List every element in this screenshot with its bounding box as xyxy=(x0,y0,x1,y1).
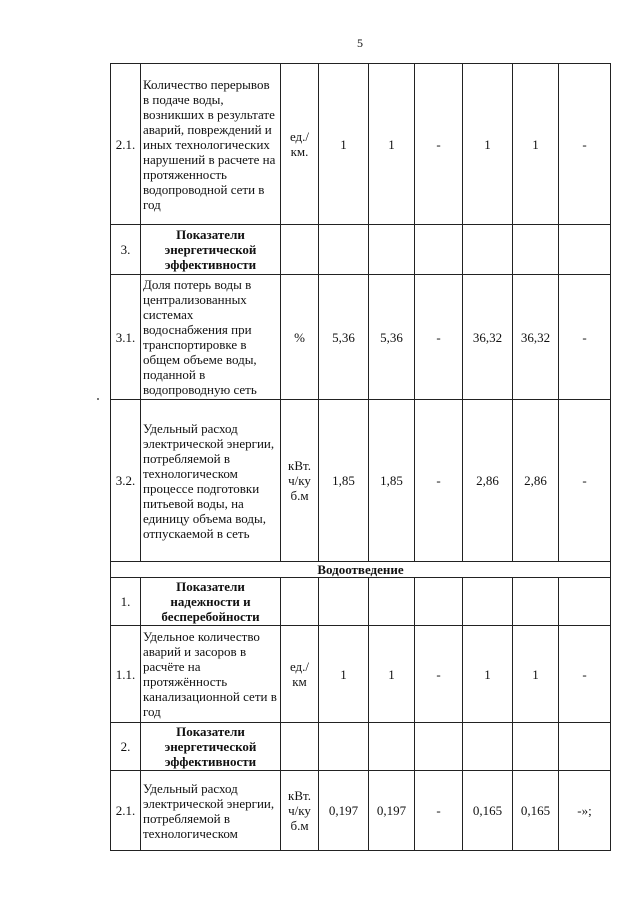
row-number: 3. xyxy=(111,225,141,275)
value-cell: 1 xyxy=(513,64,559,225)
value-cell: - xyxy=(559,275,611,400)
indicator-name: Удельный расход электрической энергии, потребляемой в технологическом процессе подготовки питьевой воды, на единицу объема воды, отпускаемой в сеть xyxy=(141,400,281,562)
group-title: Показатели энергетической эффективности xyxy=(141,225,281,275)
table-row xyxy=(111,626,611,723)
scan-speck xyxy=(97,398,99,400)
value-cell: 1 xyxy=(319,626,369,723)
indicator-name: Доля потерь воды в централизованных системах водоснабжения при транспортировке в общем объеме воды, поданной в водопроводную сеть xyxy=(141,275,281,400)
value-cell: 36,32 xyxy=(463,275,513,400)
unit-cell: % xyxy=(281,275,319,400)
section-row xyxy=(111,562,611,578)
value-cell: - xyxy=(415,64,463,225)
group-header-row xyxy=(111,723,611,771)
row-number: 2.1. xyxy=(111,771,141,851)
row-number: 2. xyxy=(111,723,141,771)
value-cell: 1 xyxy=(369,64,415,225)
group-title: Показатели энергетической эффективности xyxy=(141,723,281,771)
value-cell: 1 xyxy=(463,64,513,225)
unit-cell: ед./ км. xyxy=(281,64,319,225)
value-cell: -»; xyxy=(559,771,611,851)
value-cell: - xyxy=(559,626,611,723)
value-cell: - xyxy=(415,400,463,562)
row-number: 1. xyxy=(111,578,141,626)
indicator-name: Удельное количество аварий и засоров в расчёте на протяжённость канализационной сети в год xyxy=(141,626,281,723)
table-row xyxy=(111,64,611,225)
section-title: Водоотведение xyxy=(111,562,611,578)
value-cell: 5,36 xyxy=(369,275,415,400)
unit-cell: кВт. ч/ку б.м xyxy=(281,400,319,562)
table-row xyxy=(111,400,611,562)
value-cell: 1 xyxy=(463,626,513,723)
value-cell: - xyxy=(559,400,611,562)
value-cell: - xyxy=(559,64,611,225)
value-cell: - xyxy=(415,275,463,400)
indicators-table xyxy=(110,63,611,851)
value-cell: 0,165 xyxy=(463,771,513,851)
value-cell: 2,86 xyxy=(513,400,559,562)
page-number: 5 xyxy=(357,36,363,50)
value-cell: 36,32 xyxy=(513,275,559,400)
value-cell: 0,197 xyxy=(319,771,369,851)
table-row xyxy=(111,771,611,851)
value-cell: 1 xyxy=(369,626,415,723)
unit-cell: кВт. ч/ку б.м xyxy=(281,771,319,851)
value-cell: 1 xyxy=(513,626,559,723)
row-number: 3.1. xyxy=(111,275,141,400)
value-cell: - xyxy=(415,771,463,851)
indicator-name: Количество перерывов в подаче воды, возникших в результате аварий, повреждений и иных технологических нарушений в расчете на протяженность водопроводной сети в год xyxy=(141,64,281,225)
value-cell: 1 xyxy=(319,64,369,225)
row-number: 2.1. xyxy=(111,64,141,225)
unit-cell: ед./ км xyxy=(281,626,319,723)
value-cell: 0,165 xyxy=(513,771,559,851)
row-number: 3.2. xyxy=(111,400,141,562)
value-cell: 0,197 xyxy=(369,771,415,851)
indicator-name: Удельный расход электрической энергии, потребляемой в технологическом xyxy=(141,771,281,851)
row-number: 1.1. xyxy=(111,626,141,723)
value-cell: 1,85 xyxy=(319,400,369,562)
value-cell: 2,86 xyxy=(463,400,513,562)
value-cell: - xyxy=(415,626,463,723)
value-cell: 1,85 xyxy=(369,400,415,562)
value-cell: 5,36 xyxy=(319,275,369,400)
group-title: Показатели надежности и бесперебойности xyxy=(141,578,281,626)
group-header-row xyxy=(111,225,611,275)
table-row xyxy=(111,275,611,400)
group-header-row xyxy=(111,578,611,626)
